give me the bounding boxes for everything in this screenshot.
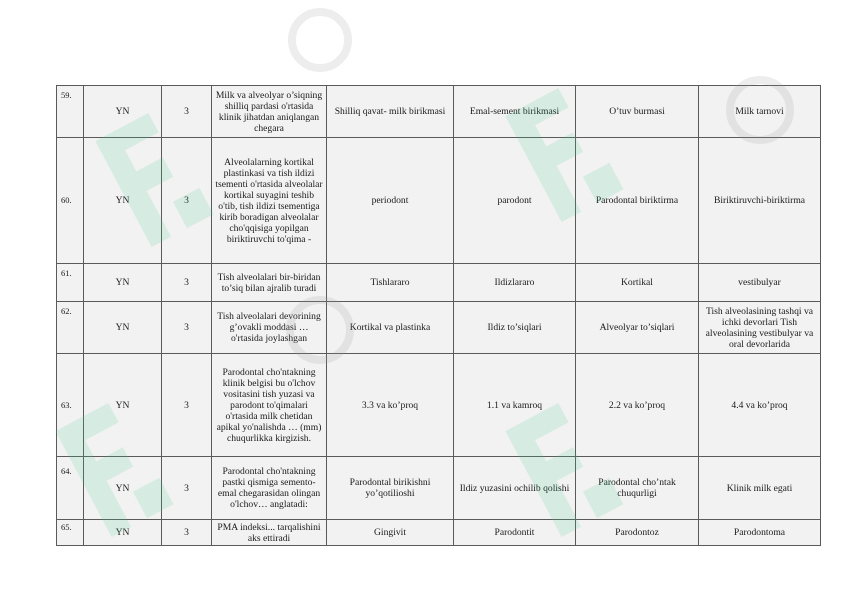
question-type: YN	[84, 302, 162, 354]
question-number: 64.	[57, 457, 84, 520]
question-score: 3	[162, 138, 212, 264]
answer-correct: Tishlararo	[327, 264, 454, 302]
answer-option: Tish alveolasining tashqi va ichki devorlari Tish alveolasining vestibulyar va oral devorlarida	[699, 302, 821, 354]
answer-correct: Parodontal birikishni yo’qotilioshi	[327, 457, 454, 520]
answer-option: O’tuv burmasi	[576, 86, 699, 138]
answer-correct: Shilliq qavat- milk birikmasi	[327, 86, 454, 138]
question-text: PMA indeksi... tarqalishini aks ettiradi	[212, 520, 327, 546]
question-score: 3	[162, 302, 212, 354]
answer-option: Parodontit	[454, 520, 576, 546]
answer-option: vestibulyar	[699, 264, 821, 302]
table-row	[57, 86, 821, 138]
answer-option: Parodontal biriktirma	[576, 138, 699, 264]
question-text: Milk va alveolyar o’siqning shilliq pardasi o'rtasida klinik jihatdan aniqlangan chegara	[212, 86, 327, 138]
question-text: Tish alveolalari bir-biridan to’siq bilan ajralib turadi	[212, 264, 327, 302]
answer-option: Klinik milk egati	[699, 457, 821, 520]
answer-option: Parodontoz	[576, 520, 699, 546]
question-score: 3	[162, 520, 212, 546]
answer-option: Emal-sement birikmasi	[454, 86, 576, 138]
question-number: 63.	[57, 354, 84, 457]
question-type: YN	[84, 138, 162, 264]
question-score: 3	[162, 86, 212, 138]
answer-option: parodont	[454, 138, 576, 264]
answer-option: Ildizlararo	[454, 264, 576, 302]
question-number: 61.	[57, 264, 84, 302]
answer-option: Alveolyar to’siqlari	[576, 302, 699, 354]
answer-option: Kortikal	[576, 264, 699, 302]
question-type: YN	[84, 520, 162, 546]
answer-option: 4.4 va ko’proq	[699, 354, 821, 457]
question-type: YN	[84, 457, 162, 520]
table-row	[57, 354, 821, 457]
test-questions-table	[56, 85, 821, 546]
question-text: Alveolalarning kortikal plastinkasi va tish ildizi tsementi o'rtasida alveolalar kortikal suyagini teshib o'tib, tish ildizi tsementiga kirib boradigan alveolalar cho'qqisiga yopilgan biriktiruvchi to'qima -	[212, 138, 327, 264]
answer-correct: periodont	[327, 138, 454, 264]
question-number: 62.	[57, 302, 84, 354]
question-text: Tish alveolalari devorining g’ovakli moddasi …o'rtasida joylashgan	[212, 302, 327, 354]
question-score: 3	[162, 457, 212, 520]
question-type: YN	[84, 354, 162, 457]
answer-option: Ildiz yuzasini ochilib qolishi	[454, 457, 576, 520]
answer-correct: 3.3 va ko’proq	[327, 354, 454, 457]
question-number: 65.	[57, 520, 84, 546]
table-row	[57, 302, 821, 354]
answer-option: 1.1 va kamroq	[454, 354, 576, 457]
question-text: Parodontal cho'ntakning klinik belgisi bu o'lchov vositasini tish yuzasi va parodont to'qimalari o'rtasida milk chetidan apikal yo'nalishda … (mm) chuqurlikka kirgizish.	[212, 354, 327, 457]
table-row	[57, 264, 821, 302]
answer-option: Biriktiruvchi-biriktirma	[699, 138, 821, 264]
question-number: 59.	[57, 86, 84, 138]
answer-correct: Gingivit	[327, 520, 454, 546]
answer-option: Milk tarnovi	[699, 86, 821, 138]
question-type: YN	[84, 264, 162, 302]
answer-option: Parodontal cho’ntak chuqurligi	[576, 457, 699, 520]
question-score: 3	[162, 264, 212, 302]
answer-correct: Kortikal va plastinka	[327, 302, 454, 354]
answer-option: 2.2 va ko’proq	[576, 354, 699, 457]
question-type: YN	[84, 86, 162, 138]
table-row	[57, 520, 821, 546]
answer-option: Ildiz to’siqlari	[454, 302, 576, 354]
question-text: Parodontal cho'ntakning pastki qismiga semento-emal chegarasidan olingan o'lchov… anglatadi:	[212, 457, 327, 520]
question-score: 3	[162, 354, 212, 457]
table-row	[57, 457, 821, 520]
question-number: 60.	[57, 138, 84, 264]
answer-option: Parodontoma	[699, 520, 821, 546]
table-row	[57, 138, 821, 264]
